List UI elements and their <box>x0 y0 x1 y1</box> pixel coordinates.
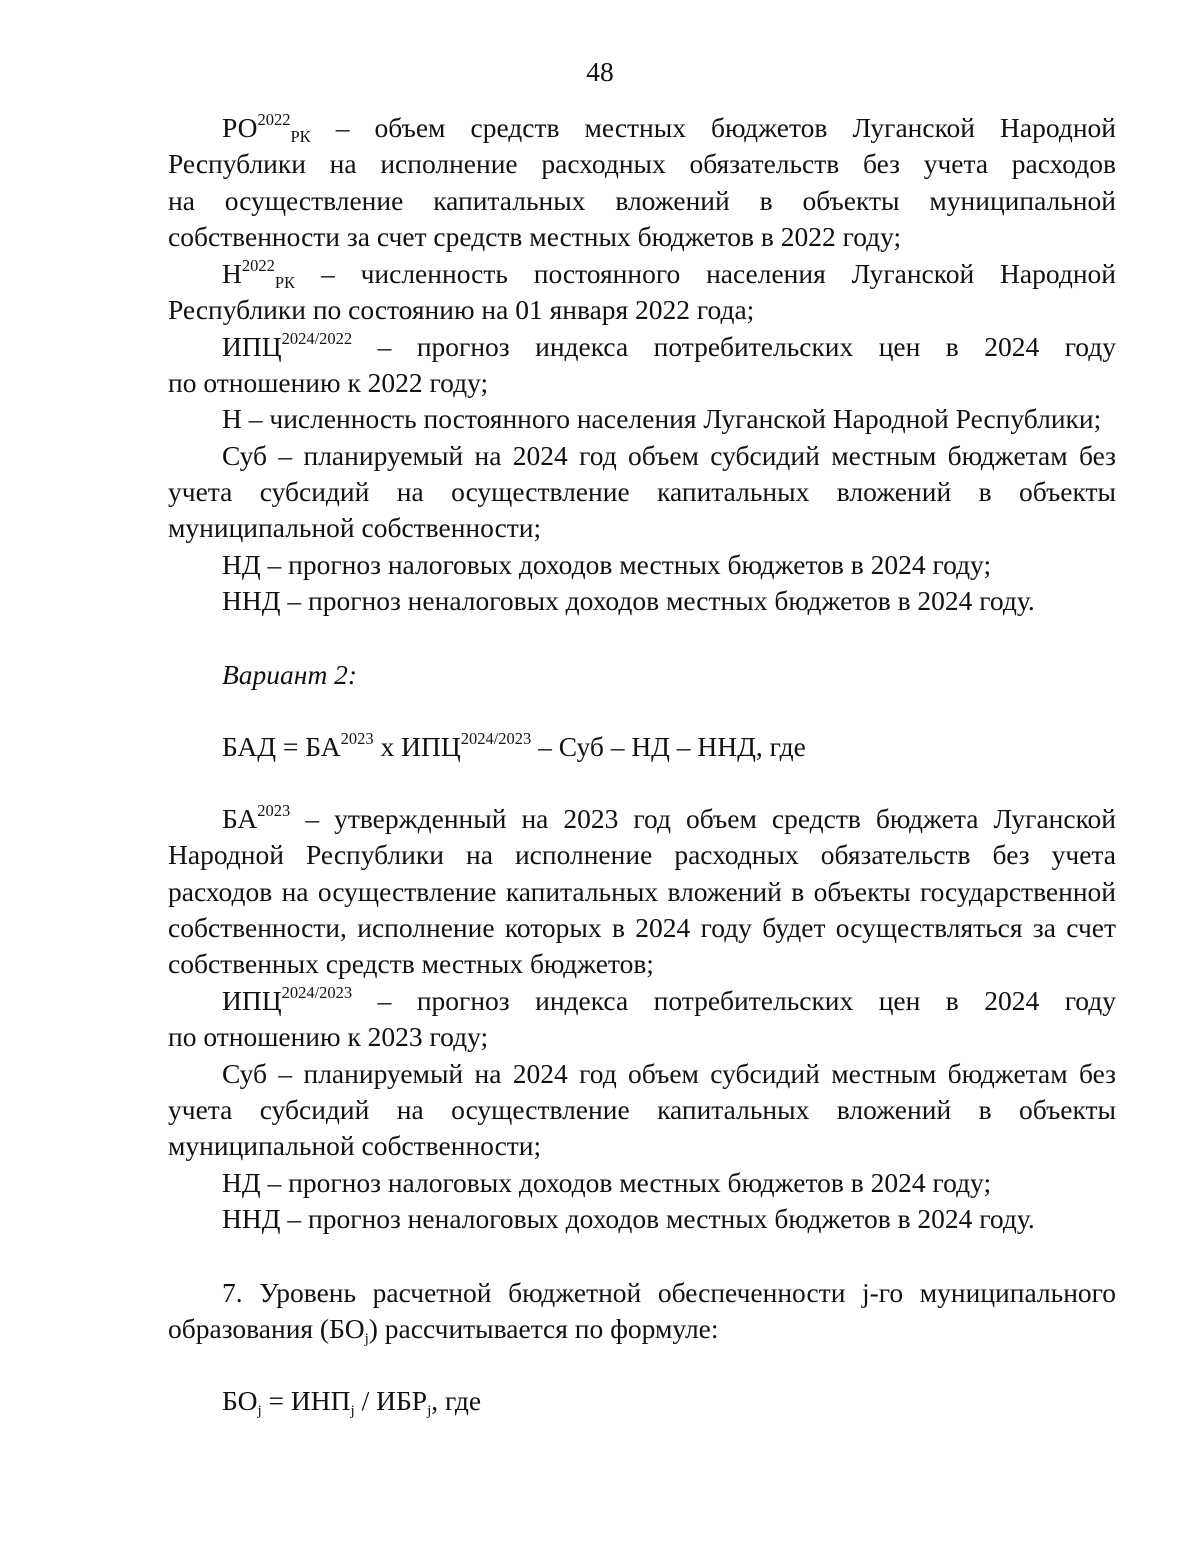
ba2023-definition-line-3: расходов на осуществление капитальных вложений в объекты государственной <box>168 876 1116 907</box>
nd-definition-line: НД – прогноз налоговых доходов местных бюджетов в 2024 году; <box>222 549 992 580</box>
ipc2022-definition-line-1: $ИПЦ^{2024/2022}$ – прогноз индекса потребительских цен в 2024 году <box>222 328 1116 362</box>
nd2-definition-line: НД – прогноз налоговых доходов местных бюджетов в 2024 году; <box>222 1167 992 1198</box>
ba2023-definition-line-1: $БА^{2023}$ – утвержденный на 2023 год объем средств бюджета Луганской <box>222 800 1116 834</box>
sub2-definition-line-2: учета субсидий на осуществление капитальных вложений в объекты <box>168 1094 1116 1125</box>
sub2-definition-line-1: Суб – планируемый на 2024 год объем субсидий местным бюджетам без <box>222 1058 1116 1089</box>
ba2023-definition-line-5: собственных средств местных бюджетов; <box>168 948 654 979</box>
ba2023-definition-line-2: Народной Республики на исполнение расходных обязательств без учета <box>168 839 1116 870</box>
ro-definition-line-4: собственности за счет средств местных бюджетов в 2022 году; <box>168 221 902 252</box>
item-7-line-1: 7. Уровень расчетной бюджетной обеспеченности j-го муниципального <box>222 1277 1116 1308</box>
sub2-definition-line-3: муниципальной собственности; <box>168 1130 542 1161</box>
ro-definition-line-1: $РО^{2022}_{РК}$ – объем средств местных бюджетов Луганской Народной <box>222 109 1117 146</box>
ba2023-definition-line-4: собственности, исполнение которых в 2024 году будет осуществляться за счет <box>168 912 1116 943</box>
item-7-line-2: образования $(БО_j)$ рассчитывается по формуле: <box>168 1313 719 1348</box>
ro-definition-line-2: Республики на исполнение расходных обязательств без учета расходов <box>168 148 1116 179</box>
h2022-definition-line-1: $Н^{2022}_{РК}$ – численность постоянного населения Луганской Народной <box>222 255 1117 292</box>
ipc2023-definition-line-1: $ИПЦ^{2024/2023}$ – прогноз индекса потребительских цен в 2024 году <box>222 982 1116 1016</box>
ro-definition-line-3: на осуществление капитальных вложений в объекты муниципальной <box>168 185 1116 216</box>
ipc2023-definition-line-2: по отношению к 2023 году; <box>168 1021 489 1052</box>
nnd-definition-line: ННД – прогноз неналоговых доходов местных бюджетов в 2024 году. <box>222 585 1035 616</box>
h2022-definition-line-2: Республики по состоянию на 01 января 2022 года; <box>168 294 755 325</box>
bad-formula: БАД = $БА^{2023}$ х $ИПЦ^{2024/2023}$ – Суб – НД – ННД, где <box>222 728 806 762</box>
page-number: 48 <box>586 56 614 87</box>
variant-2-heading: Вариант 2: <box>222 659 358 690</box>
h-definition-line: Н – численность постоянного населения Луганской Народной Республики; <box>222 403 1102 434</box>
sub-definition-line-2: учета субсидий на осуществление капитальных вложений в объекты <box>168 476 1116 507</box>
sub-definition-line-3: муниципальной собственности; <box>168 512 542 543</box>
bo-formula: $БО_j = ИНП_j / ИБР_j$, где <box>222 1385 482 1420</box>
nnd2-definition-line: ННД – прогноз неналоговых доходов местных бюджетов в 2024 году. <box>222 1203 1035 1234</box>
sub-definition-line-1: Суб – планируемый на 2024 год объем субсидий местным бюджетам без <box>222 440 1116 471</box>
ipc2022-definition-line-2: по отношению к 2022 году; <box>168 367 489 398</box>
